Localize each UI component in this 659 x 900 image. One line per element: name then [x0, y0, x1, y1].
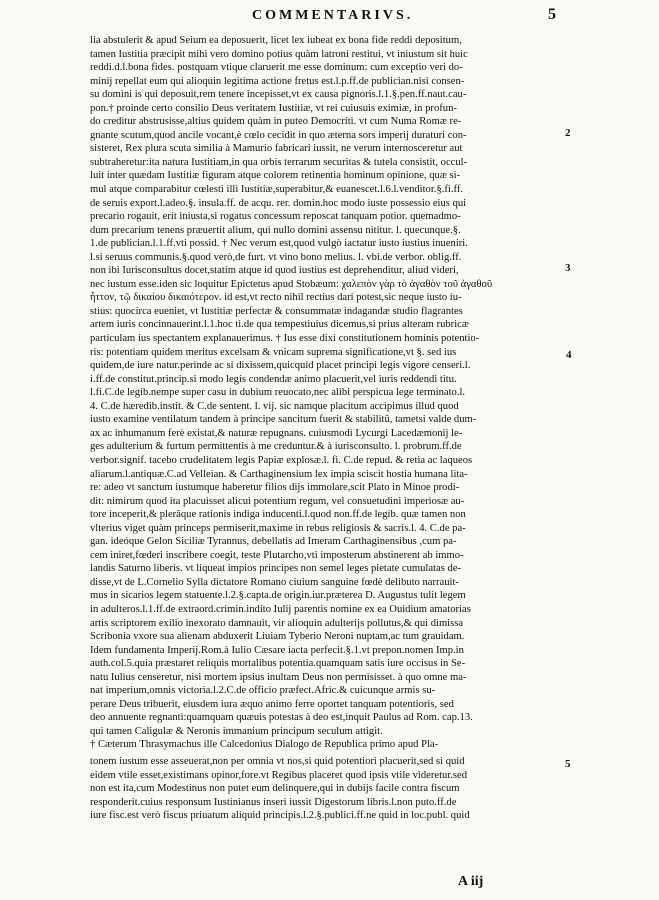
- signature-mark: A iij: [458, 874, 484, 889]
- text-line: su domini is qui deposuit,rem tenere incepisset,vt ex causa pignoris.l.1.§.pen.ff.naut.cau-: [90, 89, 467, 101]
- text-line: nat imperium,omnis victoria.l.2.C.de officio præfect.Afric.& cuicunque armis su-: [90, 685, 436, 697]
- text-line: vlterius viget quàm princeps permiserit,maxime in rebus religiosis & sacris.l. 4. C.de pa-: [90, 522, 466, 534]
- text-line: ἧττον, τῷ δικαίου δικαιότερον. id est,vt recto nihil rectius dari potest,sic neque iusto iu-: [90, 292, 462, 304]
- text-line: tonem iustum esse asseuerat,non per omnia vt nos,si quid potentiori placuerit,sed si quid: [90, 755, 465, 767]
- text-line: 4. C.de hæredib.instit. & C.de sentent. l. vij. sic namque placitum accipimus illud quod: [90, 400, 459, 412]
- text-line: Scribonia vxore sua alienam abduxerit Liuiam Tyberio Neroni nuptam,ac tum grauidam.: [90, 631, 465, 643]
- text-line: disse,vt de L.Cornelio Sylla dictatore Romano ciuium sanguine fœdè delibuto narrauit-: [90, 576, 459, 588]
- text-line: particulam ius spectantem explanauerimus. † Ius esse dixi constitutionem hominis potentio-: [90, 333, 480, 345]
- text-line: ris: potentiam quidem meritus excelsam & vnicam suprema significatione,vt §. sed ius: [90, 346, 457, 358]
- text-line: Idem fundamenta Imperij.Rom.à Iulio Cæsare iacta perfecit.§.1.vt prepon.nomen Imp.in: [90, 644, 464, 656]
- text-line: luit inter quædam Iustitiæ figuram atque colorem retinentia hominum opinione, quæ si-: [90, 170, 461, 182]
- text-line: subtraheretur:ita natura Iustitiam,in qua orbis terrarum securitas & tutela consistit, occul-: [90, 156, 468, 168]
- text-line: cem iniret,fœderi inscribere coegit, teste Plutarcho,vti imposterum abstinerent ab immo-: [90, 549, 464, 561]
- text-line: sisteret, Rex plura scuta similia à Mamurio fabricari iussit, ne verum internosceretur aut: [90, 143, 463, 155]
- text-line: pon.† proinde certo consilio Deus veritatem Iustitiæ, vt rei cuiusuis eximiæ, in profun-: [90, 102, 457, 114]
- text-line: dum precarium tenens præuertit alium, qui nullo domini assensu nititur. l. quecunque.§.: [90, 224, 461, 236]
- text-line: reddi.d.l.bona fides. postquam vtique claruerit me esse dominum: cum exceptio veri do-: [90, 62, 463, 74]
- text-line: iusto examine ventilatum tandem à principe sancitum fuerit & stabilitû, tametsi valde dum-: [90, 414, 477, 426]
- text-line: stius: quocirca eueniet, vt Iustitiæ perfectæ & consummatæ indagandæ studio flagrantes: [90, 305, 463, 317]
- text-line: artem iuris concinnauerint.l.1.hoc ti.de qua tempestiuius dicemus,si prius alteram rubricæ: [90, 319, 469, 331]
- margin-note-number: 3: [565, 262, 571, 274]
- running-title: COMMENTARIVS.: [252, 8, 414, 23]
- page-number: 5: [548, 6, 556, 23]
- text-line: ax ac inhumanum ferè existat,& naturæ repugnans. cuiusmodi Lycurgi Lacedæmonij le-: [90, 427, 463, 439]
- text-line: eidem vtile esset,existimans opinor,fore.vt Regibus placeret quod ipsis vtile videretur.sed: [90, 769, 468, 781]
- text-line: gan. ideóque Gelon Siciliæ Tyrannus, debellatis ad Imeram Carthaginensibus ,cum pa-: [90, 536, 457, 548]
- text-line: tamen Iustitia præcipit mihi vero domino potius quàm latroni restitui, vt iniustum sit huic: [90, 48, 468, 60]
- text-line: in adulteros.l.1.ff.de extraord.crimin.indito Iulij parentis nomine ex ea Ouidium amatorias: [90, 603, 471, 615]
- text-line: verbor.signif. tacebo crudelitatem legis Papiæ explosæ.l. fi. C.de repud. & retia ac laqueos: [90, 454, 473, 466]
- text-line: i.ff.de constitut.princip.si modo legis condendæ animo placuerit,vel iuris reddendi titu.: [90, 373, 457, 385]
- text-line: de seruis export.l.adeo.§. insula.ff. de acqu. rer. domin.hoc modo iuste possessio eius qui: [90, 197, 467, 209]
- text-line: quidem,de iure natur.perinde ac si dixissem,quicquid placet principi legis vigore censeri.l.: [90, 360, 471, 372]
- text-line: mus in sicarios legem statuente.l.2.§.capta.de origin.iur.præterea D. Augustus tulit legem: [90, 590, 466, 602]
- text-line: non ibi Iurisconsultus docet,statim atque id quod iustius est deprehenditur, aliud videri,: [90, 265, 459, 277]
- text-line: deo annuente regnanti:quamquam quæuis potestas à deo est,inquit Paulus ad Rom. cap.13.: [90, 712, 473, 724]
- text-line: re: adeo vt sanctum iustumque haberetur filios dijs immolare,scit Plato in Minoe prodi-: [90, 482, 460, 494]
- text-line: minij repellat eum qui alioquin legitima actione fretus est.l.p.ff.de publician.nisi consen-: [90, 75, 465, 87]
- margin-note-number: 2: [565, 127, 571, 139]
- text-line: dit: nimirum quod ita placuisset alicui potentium regum, vel consuetudini imperiosæ au-: [90, 495, 465, 507]
- text-line: landis Saturno liberis. vt liqueat impios principes non semel leges pietate cumulatas de-: [90, 563, 461, 575]
- text-line: 1.de publician.l.1.ff.vti possid. † Nec verum est,quod vulgò iactatur iusto iustius inueniri.: [90, 238, 468, 250]
- text-line: nec iustum esse.iden sic loquitur Epictetus apud Stobæum: χαλεπὸν γὰρ τὸ ἀγαθὸν τοῦ ἀγαθοῦ: [90, 278, 493, 290]
- text-line: † Cæterum Thrasymachus ille Calcedonius Dialogo de Republica primo apud Pla-: [90, 739, 439, 751]
- text-line: l.fi.C.de legib.nempe super casu in dubium reuocato,nec alibi perspicua lege terminato.l.: [90, 387, 466, 399]
- text-line: perare Deus tribuerit, eiusdem iura æquo animo ferre oportet tanquam potentioris, sed: [90, 698, 454, 710]
- text-line: gnante scutum,quod ancile vocant,è cœlo cecidit in quo æterna sors imperij duraturi con-: [90, 129, 467, 141]
- text-line: responderit.cuius responsum Iustinianus inseri iussit Digestorum libris.l.non puto.ff.de: [90, 796, 457, 808]
- text-line: iure fisc.est verò fiscus priuatum aliquid principis.l.2.§.publici.ff.ne quid in loc.publ. quid: [90, 810, 470, 822]
- text-line: ges adulterium & furtum permittentis à me creduntur.& à iurisconsulto. l. probrum.ff.de: [90, 441, 462, 453]
- body-text: [90, 34, 545, 823]
- text-line: natu Iulius censeretur, nisi mortem ipsius inultam Deus non permisisset. à quo omne ma-: [90, 671, 467, 683]
- text-line: auth.col.5.quia præstaret reliquis mortalibus potentia.quamquam satis iure occisus in Se-: [90, 658, 466, 670]
- text-line: non est ita,cum Modestinus non putet eum delinquere,qui in dubijs facile contra fiscum: [90, 783, 460, 795]
- text-line: tore inceperit,& plerâque rationis indiga inducenti.l.quod non.ff.de legib. quæ tamen non: [90, 509, 466, 521]
- text-line: artis scriptorem exilio inexorato damnauit, vir alioquin adulterijs pollutus,& qui dimissa: [90, 617, 464, 629]
- text-line: lia abstulerit & apud Seium ea deposuerit, licet lex iubeat ex bona fide reddi depositum,: [90, 35, 462, 46]
- page-header: [0, 8, 659, 28]
- margin-note-number: 5: [565, 758, 571, 770]
- text-line: mul atque comparabitur cœlesti illi Iustitiæ,superabitur,& euanescet.l.6.l.venditor.§.fi.ff.: [90, 184, 464, 196]
- text-line: qui tamen Caligulæ & Neronis immanium principum seculum attigit.: [90, 725, 383, 737]
- text-line: l.si seruus communis.§.quod verò,de furt. vt vino bono melius. l. vbi.de verbor. oblig.ff.: [90, 251, 462, 263]
- margin-note-number: 4: [566, 349, 572, 361]
- text-line: precario rogauit, erit iniusta,si rogatus concessum reposcat tanquam potior. quemadmo-: [90, 211, 461, 223]
- text-line: aliarum.l.antiquæ.C.ad Velleian. & Carthaginensium lex impia sciscit hostia humana lita-: [90, 468, 468, 480]
- text-line: do creditur abstrusisse,altius quidem quàm in puteo Democriti. vt cum Numa Romæ re-: [90, 116, 462, 128]
